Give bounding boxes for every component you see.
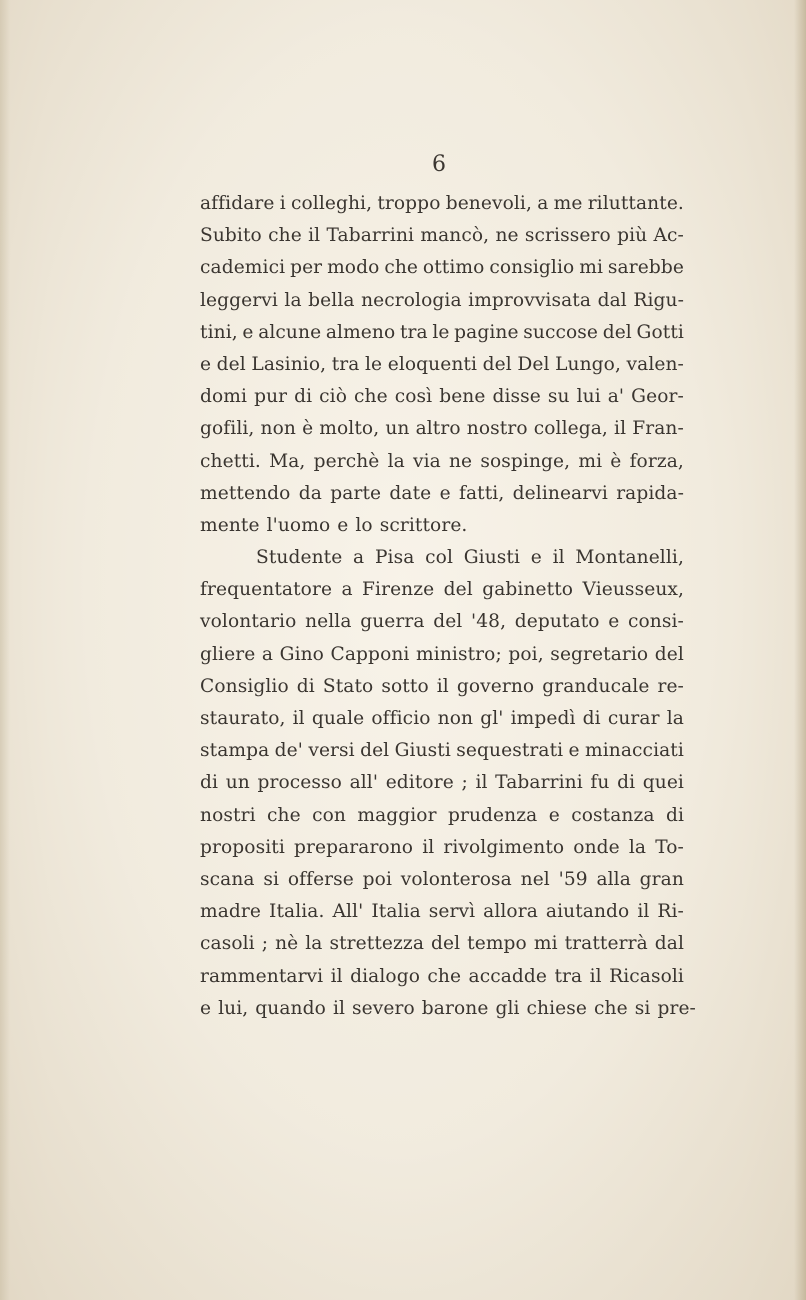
word: eloquenti — [387, 353, 478, 375]
text-line — [200, 478, 684, 510]
word: To- — [655, 836, 684, 858]
word: propositi — [200, 836, 285, 858]
word: gofili, — [200, 418, 255, 440]
word: dialogo — [350, 965, 420, 987]
word: nel — [520, 868, 550, 890]
word: che — [267, 804, 301, 826]
text-line — [200, 285, 684, 317]
word: re- — [657, 675, 684, 697]
word: me — [553, 193, 583, 214]
word: gabinetto — [482, 579, 574, 601]
word: il — [330, 965, 343, 987]
word: disse — [492, 386, 541, 408]
word: il — [475, 772, 488, 794]
word: domi — [200, 386, 248, 408]
word: e — [439, 482, 451, 504]
word: che — [354, 386, 388, 408]
word: ministro; — [416, 643, 502, 665]
word: nostro — [466, 418, 528, 440]
word: all' — [349, 772, 379, 794]
word: del — [433, 611, 463, 633]
word: è — [302, 418, 314, 440]
word: pagine — [454, 321, 519, 343]
word: volontario — [200, 611, 297, 633]
word: allora — [483, 901, 538, 923]
word: Giusti — [394, 740, 451, 762]
word: un — [385, 418, 410, 440]
word: si — [263, 868, 280, 890]
word: ciò — [319, 386, 348, 408]
paragraph — [200, 188, 684, 542]
word: mi — [533, 933, 558, 955]
word: Tabarrini — [326, 225, 415, 247]
word: del — [431, 933, 461, 955]
word: a — [353, 547, 365, 569]
word: la — [387, 450, 405, 472]
word: di — [296, 675, 315, 697]
word: Capponi — [330, 643, 410, 665]
word: servì — [428, 901, 476, 923]
word: sospinge, — [480, 450, 571, 472]
word: la — [666, 708, 684, 729]
word: con — [312, 804, 346, 826]
word: via — [412, 450, 441, 472]
word: succose — [523, 321, 599, 343]
word: tra — [399, 321, 428, 343]
word: consiglio — [489, 257, 575, 279]
word: benevoli, — [445, 193, 532, 214]
word: il — [614, 418, 627, 440]
word: severo — [352, 997, 415, 1019]
text-line — [200, 188, 684, 220]
word: che — [384, 257, 419, 279]
word: alcune — [258, 321, 322, 343]
text-line — [200, 864, 684, 896]
word: '48, — [471, 611, 507, 633]
word: il — [637, 901, 650, 923]
word: che — [427, 965, 462, 987]
word: onde — [573, 836, 620, 858]
word: processo — [257, 772, 342, 794]
word: del — [654, 643, 684, 665]
word: aiutando — [545, 901, 630, 923]
word: colleghi, — [290, 193, 373, 214]
word: gli — [495, 997, 520, 1019]
page-right-edge — [794, 0, 806, 1300]
word: ne — [495, 225, 519, 247]
word: è — [610, 450, 622, 472]
word: la — [628, 836, 647, 858]
word: madre — [200, 901, 262, 923]
word: ; — [461, 772, 468, 794]
word: sarebbe — [607, 257, 684, 279]
text-line — [200, 317, 684, 349]
word: rivolgimento — [443, 836, 565, 858]
word: poi — [362, 868, 393, 890]
word: bene — [439, 386, 486, 408]
word: del — [602, 321, 632, 343]
word: altro — [415, 418, 461, 440]
word: Tabarrini — [495, 772, 583, 794]
word: il — [436, 675, 449, 697]
text-line — [200, 928, 684, 960]
text-line — [200, 349, 684, 381]
text-line — [200, 413, 684, 445]
word: quale — [311, 708, 365, 729]
word: di — [665, 804, 684, 826]
word: ottimo — [422, 257, 485, 279]
word: date — [389, 482, 432, 504]
text-line — [200, 220, 684, 252]
word: Fran- — [632, 418, 684, 440]
word: guerra — [360, 611, 425, 633]
word: la — [284, 289, 302, 311]
word: il — [589, 965, 602, 987]
word: e — [200, 353, 212, 375]
word: staurato, — [200, 708, 286, 729]
word: prudenza — [447, 804, 538, 826]
word: e — [200, 997, 212, 1019]
word: gl' — [480, 708, 504, 729]
word: ne — [448, 450, 473, 472]
word: Italia — [371, 901, 421, 923]
word: Lungo, — [555, 353, 621, 375]
word: curar — [607, 708, 660, 729]
word: tratterrà — [564, 933, 648, 955]
word: Firenze — [362, 579, 435, 601]
word: e — [608, 611, 620, 633]
word: lui — [576, 386, 601, 408]
word: segretario — [550, 643, 649, 665]
word: impedì — [510, 708, 576, 729]
word: quando — [255, 997, 326, 1019]
word: scana — [200, 868, 255, 890]
text-line — [200, 639, 684, 671]
word: un — [225, 772, 250, 794]
word: di — [617, 772, 636, 794]
word: e — [337, 514, 349, 536]
word: offerse — [287, 868, 354, 890]
word: sotto — [381, 675, 429, 697]
word: improvvisata — [468, 289, 592, 311]
word: forza, — [629, 450, 684, 472]
word: riluttante. — [587, 193, 684, 214]
word: non — [260, 418, 296, 440]
word: Lasinio, — [251, 353, 327, 375]
word: versi — [308, 740, 355, 762]
word: a — [261, 643, 274, 665]
word: accadde — [468, 965, 548, 987]
word: da — [298, 482, 322, 504]
text-line — [200, 896, 684, 928]
word: i — [279, 193, 286, 214]
word: stampa — [200, 740, 270, 762]
body-text — [200, 188, 696, 1025]
word: mente — [200, 514, 260, 536]
word: sequestrati — [456, 740, 564, 762]
word: governo — [456, 675, 535, 697]
word: editore — [385, 772, 454, 794]
word: parte — [330, 482, 382, 504]
word: a' — [607, 386, 625, 408]
word: rammentarvi — [200, 965, 324, 987]
word: col — [425, 547, 453, 569]
word: leggervi — [200, 289, 278, 311]
word: Ricasoli — [609, 965, 684, 987]
word: del — [216, 353, 246, 375]
word: deputato — [514, 611, 600, 633]
word: si — [634, 997, 651, 1019]
word: e — [568, 740, 580, 762]
word: minacciati — [585, 740, 684, 762]
word: cademici — [200, 257, 286, 279]
word: per — [290, 257, 323, 279]
word: gran — [639, 868, 684, 890]
word: il — [422, 836, 435, 858]
word: che — [594, 997, 628, 1019]
word: chiese — [526, 997, 588, 1019]
word: Ri- — [657, 901, 684, 923]
word: a — [537, 193, 549, 214]
word: valen- — [626, 353, 684, 375]
word: pur — [254, 386, 288, 408]
text-line — [200, 703, 684, 735]
word: de' — [274, 740, 303, 762]
word: Studente — [256, 547, 343, 569]
word: le — [365, 353, 383, 375]
word: su — [547, 386, 570, 408]
word: tempo — [467, 933, 527, 955]
word: Ac- — [653, 225, 684, 247]
word: più — [617, 225, 648, 247]
word: e — [530, 547, 542, 569]
text-line — [200, 767, 684, 799]
word: tini, — [200, 321, 238, 343]
text-line — [200, 510, 684, 542]
word: consi- — [627, 611, 684, 633]
word: la — [305, 933, 323, 955]
word: poi, — [508, 643, 544, 665]
word: Gotti — [636, 321, 684, 343]
word: e — [242, 321, 254, 343]
word: perchè — [313, 450, 380, 472]
text-line — [200, 606, 684, 638]
word: del — [360, 740, 390, 762]
word: tra — [331, 353, 360, 375]
word: scrittore. — [379, 514, 468, 536]
text-line — [200, 574, 684, 606]
word: dal — [654, 933, 684, 955]
word: officio — [371, 708, 431, 729]
word: almeno — [325, 321, 396, 343]
word: mi — [579, 257, 603, 279]
word: Giusti — [463, 547, 521, 569]
word: volonterosa — [400, 868, 512, 890]
word: Italia. — [269, 901, 325, 923]
word: il — [308, 225, 321, 247]
word: All' — [332, 901, 364, 923]
text-line — [200, 832, 684, 864]
word: l'uomo — [266, 514, 331, 536]
word: il — [332, 997, 346, 1019]
word: Vieusseux, — [582, 579, 684, 601]
word: nostri — [200, 804, 256, 826]
word: troppo — [377, 193, 441, 214]
word: prepararono — [293, 836, 414, 858]
word: delinearvi — [512, 482, 608, 504]
word: fatti, — [459, 482, 505, 504]
text-line — [200, 993, 696, 1025]
text-line — [200, 961, 684, 993]
word: collega, — [533, 418, 608, 440]
word: il — [292, 708, 305, 729]
word: nè — [275, 933, 299, 955]
word: il — [552, 547, 565, 569]
word: di — [582, 708, 601, 729]
word: barone — [421, 997, 489, 1019]
word: Ma, — [269, 450, 306, 472]
word: alla — [596, 868, 631, 890]
paragraph — [200, 542, 696, 1025]
word: gliere — [200, 643, 256, 665]
word: lo — [355, 514, 373, 536]
text-line — [200, 381, 684, 413]
word: Montanelli, — [575, 547, 684, 569]
word: strettezza — [329, 933, 425, 955]
word: a — [341, 579, 353, 601]
word: necrologia — [361, 289, 462, 311]
word: non — [437, 708, 474, 729]
text-line — [200, 446, 684, 478]
word: '59 — [558, 868, 588, 890]
word: scrissero — [524, 225, 611, 247]
word: bella — [308, 289, 355, 311]
word: chetti. — [200, 450, 261, 472]
word: del — [482, 353, 512, 375]
word: di — [294, 386, 313, 408]
word: lui, — [218, 997, 249, 1019]
word: Geor- — [631, 386, 684, 408]
text-line — [200, 671, 684, 703]
word: ; — [261, 933, 269, 955]
word: le — [432, 321, 450, 343]
text-line — [200, 542, 684, 574]
word: fu — [590, 772, 610, 794]
word: che — [268, 225, 302, 247]
word: nella — [305, 611, 352, 633]
word: maggior — [357, 804, 437, 826]
word: mettendo — [200, 482, 291, 504]
word: mancò, — [420, 225, 490, 247]
page-number: 6 — [432, 152, 446, 177]
word: così — [394, 386, 433, 408]
page-left-edge — [0, 0, 10, 1300]
word: pre- — [657, 997, 696, 1019]
text-line — [200, 735, 684, 767]
word: tra — [554, 965, 583, 987]
word: e — [548, 804, 560, 826]
word: Subito — [200, 225, 262, 247]
word: di — [200, 772, 219, 794]
text-line — [200, 800, 684, 832]
word: Rigu- — [633, 289, 684, 311]
word: costanza — [571, 804, 655, 826]
word: Del — [517, 353, 550, 375]
text-line — [200, 252, 684, 284]
word: affidare — [200, 193, 275, 214]
word: frequentatore — [200, 579, 333, 601]
word: mi — [578, 450, 603, 472]
word: granducale — [542, 675, 650, 697]
word: modo — [327, 257, 380, 279]
word: Gino — [279, 643, 324, 665]
word: Stato — [322, 675, 374, 697]
word: molto, — [319, 418, 380, 440]
word: rapida- — [616, 482, 684, 504]
word: casoli — [200, 933, 255, 955]
word: del — [443, 579, 473, 601]
word: quei — [642, 772, 684, 794]
word: dal — [597, 289, 627, 311]
word: Pisa — [374, 547, 415, 569]
word: Consiglio — [200, 675, 289, 697]
